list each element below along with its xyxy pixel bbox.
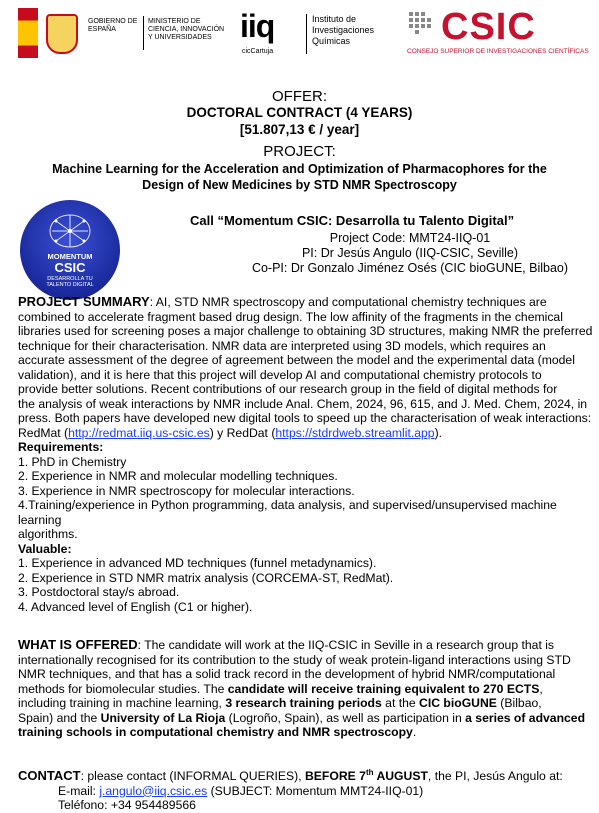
iiq-subtext: cicCartuja	[242, 48, 274, 55]
offered-text: (Bilbao,	[496, 696, 542, 710]
contact-section	[18, 766, 598, 813]
summary-text: ) y RedDat (	[209, 425, 276, 440]
email-subject: (SUBJECT: Momentum MMT24-IIQ-01)	[207, 783, 424, 798]
summary-text: RedMat (	[18, 425, 69, 440]
offered-text: internationally recognised for its contribution to the study of weak protein-ligand interactions using STD	[18, 652, 571, 667]
csic-wordmark: CSIC	[441, 6, 536, 48]
offered-text: Spain) and the	[18, 710, 101, 725]
offered-highlight: CIC bioGUNE	[419, 696, 497, 710]
momentum-csic-text: CSIC	[54, 260, 86, 275]
valuable-item: 3. Postdoctoral stay/s abroad.	[18, 585, 180, 599]
summary-line: technique for their characterisation. NMR data are interpreted using 3D models, which requires an	[18, 338, 546, 353]
requirements-label: Requirements:	[18, 440, 104, 454]
contact-text: , the PI, Jesús Angulo at:	[427, 769, 563, 784]
offered-highlight: candidate will receive training equivalent to 270 ECTS	[227, 681, 540, 696]
csic-subtext: CONSEJO SUPERIOR DE INVESTIGACIONES CIENTÍFICAS	[407, 48, 589, 55]
offered-text: NMR techniques, and that has a solid track record in the development of hybrid NMR/computational	[18, 667, 556, 681]
contact-text: : please contact (INFORMAL QUERIES),	[80, 769, 305, 784]
valuable-item: 2. Experience in STD NMR matrix analysis (CORCEMA-ST, RedMat).	[18, 570, 394, 585]
valuable-item: 4. Advanced level of English (C1 or higher).	[18, 599, 253, 614]
call-title: Call “Momentum CSIC: Desarrolla tu Talento Digital”	[190, 213, 515, 228]
divider	[143, 16, 144, 50]
summary-line: the analysis of weak interactions by NMR include Anal. Chem, 2024, 96, 615, and J. Med. Chem, 2024, in	[18, 396, 588, 411]
csic-logo	[407, 6, 587, 58]
summary-label: PROJECT SUMMARY	[18, 294, 150, 309]
summary-line: combined to accelerate fragment based drug design. The low affinity of the fragments in the chemical	[18, 309, 563, 324]
coat-of-arms-icon	[46, 14, 78, 54]
requirement-item: 4.Training/experience in Python programming, data analysis, and supervised/unsupervised machine learning	[18, 498, 557, 527]
offered-highlight: University of La Rioja	[100, 710, 226, 725]
spain-flag-icon	[18, 8, 38, 58]
offer-contract: DOCTORAL CONTRACT (4 YEARS)	[186, 105, 413, 120]
summary-line: : AI, STD NMR spectroscopy and computational chemistry techniques are	[149, 295, 547, 309]
gobierno-text: GOBIERNO DE ESPAÑA	[88, 18, 138, 33]
offered-text: (Logroño, Spain), as well as participation in	[225, 710, 466, 725]
offered-highlight: training schools in computational chemistry and NMR spectroscopy	[18, 725, 413, 739]
phone: Teléfono: +34 954489566	[58, 798, 196, 813]
offered-text: : The candidate will work at the IIQ-CSIC in Seville in a research group that is	[137, 638, 555, 652]
offered-text: at the	[381, 696, 420, 710]
project-summary	[18, 295, 593, 614]
momentum-text: MOMENTUM	[47, 252, 93, 261]
project-title-line2: Design of New Medicines by STD NMR Spectroscopy	[142, 178, 457, 192]
csic-mark-icon	[407, 10, 435, 38]
summary-line: provide better solutions. Recent contributions of our research group in the field of digital methods for	[18, 382, 558, 396]
offered-text: ,	[539, 681, 543, 696]
valuable-item: 1. Experience in advanced MD techniques (funnel metadynamics).	[18, 556, 377, 570]
offered-text: methods for biomolecular studies. The	[18, 681, 228, 696]
deadline	[305, 769, 428, 783]
iiq-name: Instituto de Investigaciones Químicas	[312, 14, 375, 46]
summary-text: ).	[434, 425, 443, 440]
offered-text: .	[412, 725, 417, 739]
iiq-logo-text: iiq	[240, 8, 275, 44]
redmat-link[interactable]: http://redmat.iiq.us-csic.es	[68, 425, 210, 440]
project-copi: Co-PI: Dr Gonzalo Jiménez Osés (CIC bioGUNE, Bilbao)	[251, 261, 569, 275]
project-code: Project Code: MMT24-IIQ-01	[329, 231, 491, 245]
what-is-offered	[18, 638, 593, 740]
project-label: PROJECT:	[263, 143, 336, 160]
summary-line: accurate assessment of the degree of agreement between the model and the experimental data (model	[18, 353, 575, 367]
email-link[interactable]: j.angulo@iiq.csic.es	[99, 783, 208, 798]
reddat-link[interactable]: https://stdrdweb.streamlit.app	[275, 425, 435, 440]
deadline-text: BEFORE 7	[305, 769, 366, 784]
requirement-item: 1. PhD in Chemistry	[18, 454, 127, 469]
divider	[306, 14, 307, 54]
contact-label: CONTACT	[18, 768, 81, 784]
offered-label: WHAT IS OFFERED	[18, 637, 138, 652]
requirement-item: 2. Experience in NMR and molecular modelling techniques.	[18, 469, 338, 483]
requirement-item: algorithms.	[18, 527, 78, 541]
iiq-logo	[240, 8, 390, 58]
ministerio-text: MINISTERIO DE CIENCIA, INNOVACIÓN Y UNIVERSIDADES	[148, 18, 225, 41]
gobierno-logo	[18, 8, 225, 58]
momentum-tagline: DESARROLLA TU TALENTO DIGITAL	[46, 276, 94, 288]
email-label: E-mail:	[58, 783, 100, 798]
summary-line: validation), and it is here that this project will develop AI and computational chemistry protocols to	[18, 367, 542, 382]
offered-highlight: a series of advanced	[465, 710, 586, 725]
offered-highlight: 3 research training periods	[225, 696, 382, 710]
valuable-label: Valuable:	[18, 541, 72, 556]
project-title-line1: Machine Learning for the Acceleration and Optimization of Pharmacophores for the	[52, 162, 547, 176]
requirement-item: 3. Experience in NMR spectroscopy for molecular interactions.	[18, 483, 355, 498]
deadline-month: AUGUST	[373, 769, 428, 784]
offer-label: OFFER:	[272, 88, 327, 105]
summary-line: libraries used for screening poses a major challenge to obtaining 3D structures, making NMR the preferred	[18, 324, 593, 338]
offered-text: including training in machine learning,	[18, 696, 226, 710]
project-pi: PI: Dr Jesús Angulo (IIQ-CSIC, Seville)	[301, 246, 519, 260]
summary-line: press. Both papers have developed new digital tools to speed up the characterisation of weak interactions:	[18, 411, 592, 425]
deadline-sup: th	[365, 768, 374, 777]
offer-salary: [51.807,13 € / year]	[239, 122, 360, 137]
